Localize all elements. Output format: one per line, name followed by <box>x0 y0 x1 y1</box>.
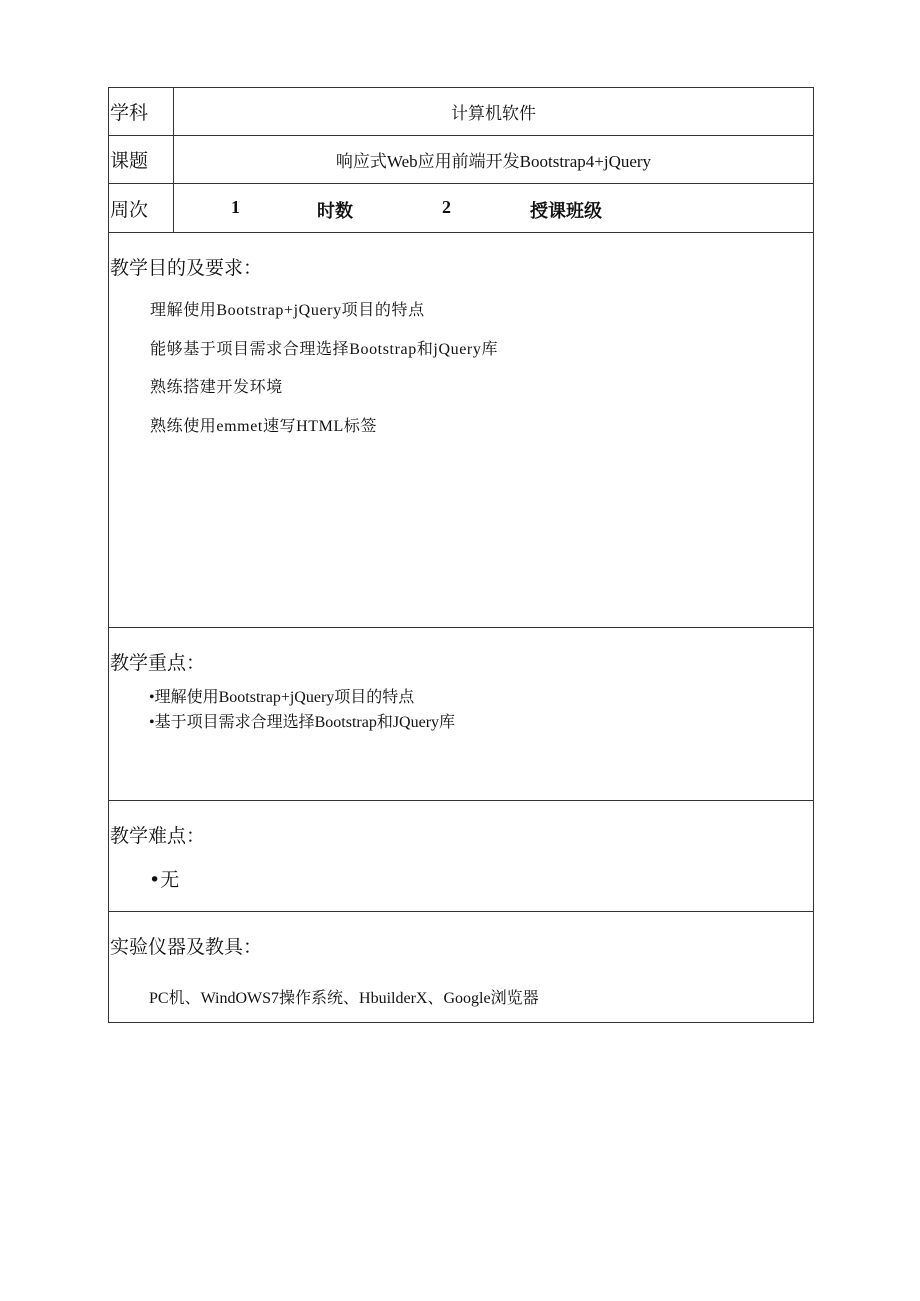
week-row <box>109 184 814 233</box>
difficulties-row <box>109 801 814 912</box>
class-label: 授课班级 <box>530 201 602 222</box>
hours-value: 2 <box>442 197 451 217</box>
topic-label: 课题 <box>109 136 174 184</box>
equipment-row <box>109 912 814 1023</box>
key-points-title: 教学重点： <box>110 652 206 674</box>
objectives-title: 教学目的及要求： <box>110 257 263 279</box>
subject-value: 计算机软件 <box>174 88 814 136</box>
subject-label: 学科 <box>109 88 174 136</box>
objective-item: 理解使用Bootstrap+jQuery项目的特点 <box>150 302 425 319</box>
objectives-section <box>109 233 814 628</box>
week-value: 1 <box>231 197 240 217</box>
topic-row <box>109 136 814 184</box>
difficulties-title: 教学难点： <box>110 825 206 847</box>
key-point-item: •理解使用Bootstrap+jQuery项目的特点 <box>149 689 415 706</box>
key-point-item: •基于项目需求合理选择Bootstrap和JQuery库 <box>149 714 456 731</box>
difficulty-item: •无 <box>149 869 180 891</box>
objective-item: 能够基于项目需求合理选择Bootstrap和jQuery库 <box>150 341 499 358</box>
objective-item: 熟练搭建开发环境 <box>150 379 283 396</box>
hours-label: 时数 <box>317 201 353 222</box>
subject-row <box>109 88 814 136</box>
topic-value: 响应式Web应用前端开发Bootstrap4+jQuery <box>174 136 814 184</box>
lesson-plan-table <box>108 87 814 1023</box>
equipment-title: 实验仪器及教具： <box>110 936 263 958</box>
equipment-text: PC机、WindOWS7操作系统、HbuilderX、Google浏览器 <box>149 990 539 1007</box>
key-points-section <box>109 628 814 801</box>
objective-item: 熟练使用emmet速写HTML标签 <box>150 418 378 435</box>
week-label: 周次 <box>109 184 174 233</box>
equipment-section <box>109 912 814 1023</box>
week-info-cell <box>174 184 814 233</box>
lesson-plan-form <box>108 87 813 1023</box>
difficulties-section <box>109 801 814 912</box>
key-points-row <box>109 628 814 801</box>
objectives-row <box>109 233 814 628</box>
